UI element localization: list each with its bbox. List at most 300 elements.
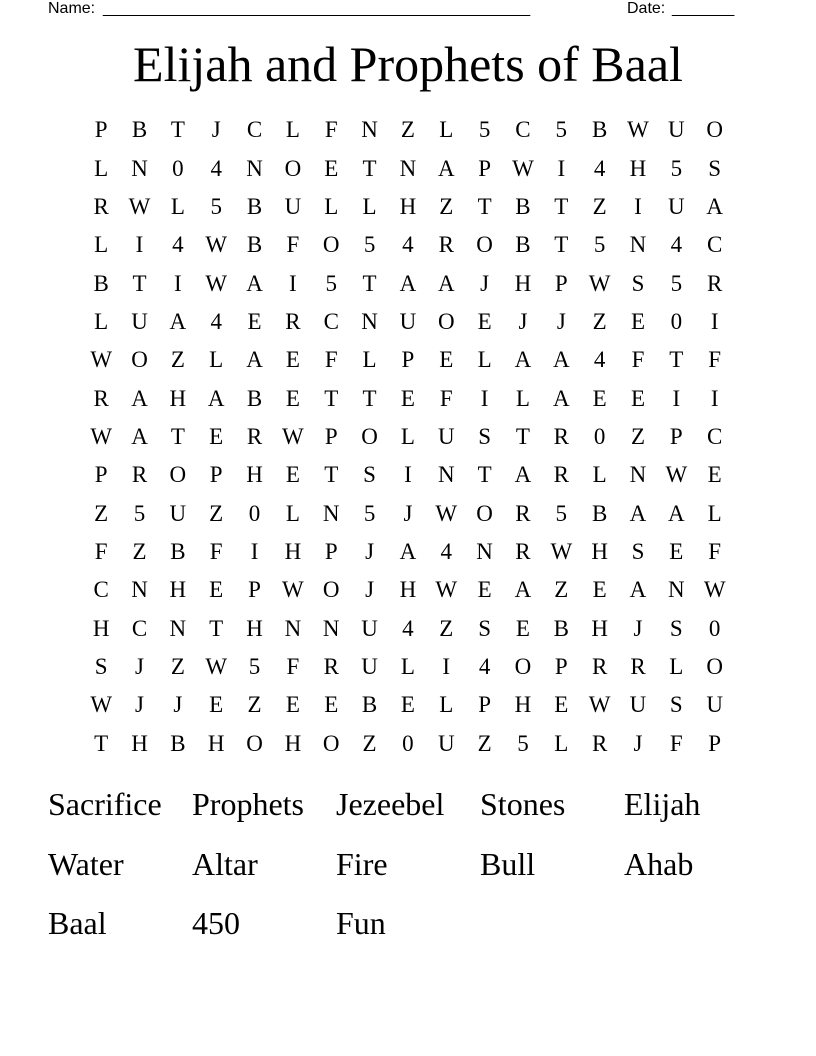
grid-cell[interactable]: L bbox=[285, 117, 300, 143]
grid-cell[interactable]: A bbox=[514, 347, 532, 373]
grid-cell[interactable]: 5 bbox=[555, 500, 568, 526]
grid-cell[interactable]: S bbox=[478, 423, 491, 449]
grid-cell[interactable]: A bbox=[629, 500, 647, 526]
grid-cell[interactable]: 5 bbox=[517, 730, 529, 756]
date-blank[interactable]: _______ bbox=[672, 0, 735, 17]
grid-cell[interactable]: P bbox=[324, 423, 338, 449]
grid-cell[interactable]: I bbox=[135, 232, 144, 258]
grid-cell[interactable]: A bbox=[514, 577, 532, 603]
grid-cell[interactable]: U bbox=[284, 193, 302, 219]
grid-cell[interactable]: N bbox=[322, 615, 340, 641]
grid-cell[interactable]: 0 bbox=[248, 500, 261, 526]
grid-cell[interactable]: H bbox=[246, 615, 263, 641]
grid-cell[interactable]: Z bbox=[94, 500, 109, 526]
grid-cell[interactable]: S bbox=[94, 653, 108, 679]
grid-cell[interactable]: F bbox=[94, 538, 108, 564]
grid-cell[interactable]: F bbox=[324, 117, 338, 143]
grid-cell[interactable]: O bbox=[322, 577, 340, 603]
grid-cell[interactable]: F bbox=[708, 347, 722, 373]
grid-cell[interactable]: H bbox=[399, 577, 417, 603]
grid-cell[interactable]: P bbox=[669, 423, 683, 449]
grid-cell[interactable]: O bbox=[361, 423, 378, 449]
grid-cell[interactable]: J bbox=[480, 270, 490, 296]
grid-cell[interactable]: P bbox=[554, 270, 568, 296]
grid-cell[interactable]: E bbox=[630, 308, 646, 334]
grid-cell[interactable]: P bbox=[478, 692, 491, 718]
grid-cell[interactable]: U bbox=[668, 193, 685, 219]
grid-cell[interactable]: E bbox=[630, 385, 646, 411]
grid-cell[interactable]: A bbox=[131, 423, 148, 449]
grid-cell[interactable]: F bbox=[286, 232, 300, 258]
grid-cell[interactable]: N bbox=[399, 155, 417, 181]
grid-cell[interactable]: J bbox=[365, 538, 375, 564]
grid-cell[interactable]: T bbox=[170, 117, 185, 143]
grid-cell[interactable]: R bbox=[707, 270, 723, 296]
grid-cell[interactable]: O bbox=[322, 730, 340, 756]
grid-cell[interactable]: W bbox=[282, 423, 304, 449]
grid-cell[interactable]: J bbox=[633, 615, 643, 641]
grid-cell[interactable]: T bbox=[324, 385, 339, 411]
grid-cell[interactable]: L bbox=[554, 730, 569, 756]
grid-cell[interactable]: Z bbox=[132, 538, 147, 564]
grid-cell[interactable]: H bbox=[284, 538, 302, 564]
grid-cell[interactable]: W bbox=[90, 692, 113, 718]
grid-cell[interactable]: T bbox=[477, 462, 492, 488]
grid-cell[interactable]: L bbox=[592, 462, 607, 488]
grid-cell[interactable]: R bbox=[93, 385, 109, 411]
grid-cell[interactable]: R bbox=[515, 500, 531, 526]
grid-cell[interactable]: O bbox=[246, 730, 263, 756]
grid-cell[interactable]: U bbox=[131, 308, 148, 334]
grid-cell[interactable]: I bbox=[250, 538, 259, 564]
grid-cell[interactable]: T bbox=[362, 385, 377, 411]
grid-cell[interactable]: T bbox=[515, 423, 530, 449]
grid-cell[interactable]: T bbox=[170, 423, 185, 449]
grid-cell[interactable]: A bbox=[246, 270, 263, 296]
grid-cell[interactable]: U bbox=[437, 423, 455, 449]
word-search-grid bbox=[82, 111, 734, 763]
grid-cell[interactable]: Z bbox=[439, 193, 454, 219]
grid-cell[interactable]: I bbox=[557, 155, 566, 181]
grid-cell[interactable]: R bbox=[591, 653, 608, 679]
grid-cell[interactable]: 4 bbox=[593, 155, 606, 181]
grid-cell[interactable]: R bbox=[515, 538, 531, 564]
grid-cell[interactable]: U bbox=[706, 692, 723, 718]
grid-cell[interactable]: R bbox=[438, 232, 454, 258]
grid-cell[interactable]: W bbox=[435, 577, 458, 603]
grid-cell[interactable]: J bbox=[135, 692, 144, 718]
grid-cell[interactable]: J bbox=[556, 308, 566, 334]
word-bank-item: Stones bbox=[480, 786, 566, 822]
grid-cell[interactable]: A bbox=[552, 347, 570, 373]
grid-cell[interactable]: H bbox=[514, 692, 532, 718]
grid-cell[interactable]: Z bbox=[592, 308, 607, 334]
grid-cell[interactable]: L bbox=[209, 347, 224, 373]
grid-cell[interactable]: N bbox=[322, 500, 340, 526]
grid-cell[interactable]: U bbox=[169, 500, 187, 526]
grid-cell[interactable]: O bbox=[284, 155, 302, 181]
grid-cell[interactable]: A bbox=[207, 385, 225, 411]
grid-cell[interactable]: T bbox=[362, 270, 377, 296]
grid-cell[interactable]: A bbox=[629, 577, 647, 603]
grid-cell[interactable]: L bbox=[439, 117, 454, 143]
grid-cell[interactable]: A bbox=[668, 500, 685, 526]
grid-cell[interactable]: E bbox=[592, 385, 607, 411]
grid-cell[interactable]: E bbox=[707, 462, 722, 488]
grid-cell[interactable]: T bbox=[94, 730, 109, 756]
grid-cell[interactable]: R bbox=[323, 653, 339, 679]
grid-cell[interactable]: L bbox=[400, 423, 415, 449]
grid-cell[interactable]: F bbox=[209, 538, 223, 564]
grid-cell[interactable]: 5 bbox=[248, 653, 261, 679]
grid-cell[interactable]: 0 bbox=[593, 423, 606, 449]
grid-cell[interactable]: 4 bbox=[440, 538, 453, 564]
grid-cell[interactable]: H bbox=[131, 730, 148, 756]
grid-cell[interactable]: L bbox=[362, 347, 377, 373]
name-label: Name: bbox=[48, 0, 96, 17]
grid-cell[interactable]: U bbox=[361, 653, 378, 679]
grid-cell[interactable]: E bbox=[592, 577, 607, 603]
grid-cell[interactable]: U bbox=[361, 615, 378, 641]
grid-cell[interactable]: C bbox=[93, 577, 109, 603]
grid-cell[interactable]: H bbox=[591, 538, 608, 564]
grid-cell[interactable]: H bbox=[92, 615, 110, 641]
grid-cell[interactable]: N bbox=[668, 577, 685, 603]
grid-cell[interactable]: I bbox=[710, 385, 719, 411]
grid-cell[interactable]: N bbox=[361, 117, 378, 143]
grid-cell[interactable]: R bbox=[553, 462, 569, 488]
grid-cell[interactable]: 0 bbox=[708, 615, 721, 641]
grid-cell[interactable]: F bbox=[439, 385, 453, 411]
grid-cell[interactable]: P bbox=[94, 117, 108, 143]
grid-cell[interactable]: U bbox=[399, 308, 417, 334]
grid-cell[interactable]: W bbox=[588, 270, 611, 296]
grid-cell[interactable]: O bbox=[706, 653, 723, 679]
grid-cell[interactable]: L bbox=[94, 155, 109, 181]
grid-cell[interactable]: O bbox=[706, 117, 723, 143]
grid-cell[interactable]: N bbox=[131, 577, 148, 603]
grid-cell[interactable]: S bbox=[669, 615, 683, 641]
grid-cell[interactable]: U bbox=[629, 692, 647, 718]
grid-cell[interactable]: E bbox=[400, 385, 415, 411]
grid-cell[interactable]: F bbox=[324, 347, 338, 373]
grid-cell[interactable]: T bbox=[362, 155, 377, 181]
grid-cell[interactable]: C bbox=[131, 615, 148, 641]
grid-cell[interactable]: S bbox=[669, 692, 683, 718]
grid-cell[interactable]: R bbox=[591, 730, 608, 756]
grid-cell[interactable]: I bbox=[710, 308, 719, 334]
grid-cell[interactable]: W bbox=[205, 270, 228, 296]
grid-cell[interactable]: N bbox=[437, 462, 455, 488]
grid-cell[interactable]: E bbox=[400, 692, 415, 718]
grid-cell[interactable]: L bbox=[400, 653, 415, 679]
grid-cell[interactable]: Z bbox=[247, 692, 262, 718]
grid-cell[interactable]: P bbox=[478, 155, 491, 181]
grid-cell[interactable]: E bbox=[477, 577, 492, 603]
grid-cell[interactable]: P bbox=[94, 462, 108, 488]
grid-cell[interactable]: R bbox=[246, 423, 263, 449]
grid-cell[interactable]: A bbox=[169, 308, 187, 334]
grid-cell[interactable]: A bbox=[246, 347, 263, 373]
grid-cell[interactable]: I bbox=[442, 653, 451, 679]
grid-cell[interactable]: T bbox=[554, 232, 569, 258]
grid-cell[interactable]: B bbox=[246, 193, 263, 219]
grid-cell[interactable]: H bbox=[284, 730, 302, 756]
grid-cell[interactable]: E bbox=[209, 423, 224, 449]
grid-cell[interactable]: 4 bbox=[670, 232, 683, 258]
grid-cell[interactable]: F bbox=[708, 538, 722, 564]
grid-cell[interactable]: E bbox=[285, 692, 300, 718]
grid-cell[interactable]: 5 bbox=[210, 193, 222, 219]
word-bank-item: 450 bbox=[192, 905, 240, 941]
grid-cell[interactable]: L bbox=[669, 653, 684, 679]
grid-cell[interactable]: L bbox=[707, 500, 722, 526]
grid-cell[interactable]: E bbox=[209, 577, 224, 603]
grid-cell[interactable]: Z bbox=[170, 653, 185, 679]
grid-cell[interactable]: W bbox=[205, 653, 228, 679]
grid-cell[interactable]: Z bbox=[439, 615, 454, 641]
grid-cell[interactable]: I bbox=[174, 270, 182, 296]
grid-cell[interactable]: J bbox=[211, 117, 221, 143]
word-bank-item: Jezeebel bbox=[336, 786, 445, 822]
grid-cell[interactable]: L bbox=[324, 193, 339, 219]
grid-cell[interactable]: H bbox=[169, 385, 187, 411]
grid-cell[interactable]: J bbox=[135, 653, 144, 679]
grid-cell[interactable]: 4 bbox=[402, 232, 414, 258]
grid-cell[interactable]: W bbox=[90, 423, 113, 449]
grid-cell[interactable]: W bbox=[588, 692, 611, 718]
grid-cell[interactable]: C bbox=[707, 423, 723, 449]
grid-cell[interactable]: W bbox=[550, 538, 573, 564]
grid-cell[interactable]: L bbox=[170, 193, 185, 219]
grid-cell[interactable]: A bbox=[437, 270, 455, 296]
grid-cell[interactable]: L bbox=[515, 385, 530, 411]
grid-cell[interactable]: R bbox=[131, 462, 148, 488]
grid-cell[interactable]: N bbox=[284, 615, 302, 641]
grid-cell[interactable]: A bbox=[399, 538, 417, 564]
grid-cell[interactable]: B bbox=[246, 232, 263, 258]
grid-cell[interactable]: S bbox=[478, 615, 491, 641]
grid-cell[interactable]: E bbox=[209, 692, 224, 718]
grid-cell[interactable]: 4 bbox=[210, 308, 222, 334]
grid-cell[interactable]: W bbox=[282, 577, 304, 603]
grid-cell[interactable]: Z bbox=[554, 577, 569, 603]
grid-cell[interactable]: E bbox=[285, 385, 300, 411]
grid-cell[interactable]: A bbox=[399, 270, 417, 296]
grid-cell[interactable]: 5 bbox=[670, 270, 683, 296]
grid-cell[interactable]: S bbox=[363, 462, 376, 488]
grid-cell[interactable]: W bbox=[205, 232, 228, 258]
grid-cell[interactable]: T bbox=[132, 270, 147, 296]
grid-cell[interactable]: J bbox=[403, 500, 413, 526]
grid-cell[interactable]: E bbox=[285, 462, 300, 488]
grid-cell[interactable]: W bbox=[90, 347, 113, 373]
grid-cell[interactable]: B bbox=[246, 385, 263, 411]
grid-cell[interactable]: B bbox=[591, 500, 608, 526]
grid-cell[interactable]: N bbox=[246, 155, 263, 181]
grid-cell[interactable]: W bbox=[627, 117, 649, 143]
grid-cell[interactable]: L bbox=[94, 308, 109, 334]
grid-cell[interactable]: O bbox=[131, 347, 148, 373]
grid-cell[interactable]: 5 bbox=[478, 117, 491, 143]
grid-cell[interactable]: 5 bbox=[363, 232, 376, 258]
grid-cell[interactable]: H bbox=[399, 193, 417, 219]
grid-cell[interactable]: 4 bbox=[402, 615, 414, 641]
grid-cell[interactable]: 4 bbox=[210, 155, 222, 181]
grid-cell[interactable]: 5 bbox=[555, 117, 568, 143]
grid-cell[interactable]: U bbox=[668, 117, 685, 143]
grid-cell[interactable]: H bbox=[514, 270, 532, 296]
grid-cell[interactable]: E bbox=[285, 347, 300, 373]
grid-cell[interactable]: 4 bbox=[478, 653, 491, 679]
grid-cell[interactable]: R bbox=[93, 193, 109, 219]
grid-cell[interactable]: 5 bbox=[325, 270, 337, 296]
grid-cell[interactable]: E bbox=[515, 615, 530, 641]
grid-cell[interactable]: O bbox=[322, 232, 340, 258]
grid-cell[interactable]: 5 bbox=[363, 500, 376, 526]
grid-cell[interactable]: 5 bbox=[133, 500, 146, 526]
page-title: Elijah and Prophets of Baal bbox=[133, 36, 683, 92]
grid-cell[interactable]: P bbox=[324, 538, 338, 564]
grid-cell[interactable]: P bbox=[401, 347, 415, 373]
grid-cell[interactable]: I bbox=[634, 193, 642, 219]
grid-cell[interactable]: E bbox=[477, 308, 492, 334]
grid-cell[interactable]: Z bbox=[209, 500, 224, 526]
grid-cell[interactable]: J bbox=[518, 308, 528, 334]
grid-cell[interactable]: C bbox=[515, 117, 531, 143]
grid-cell[interactable]: B bbox=[553, 615, 569, 641]
grid-cell[interactable]: H bbox=[169, 577, 187, 603]
word-bank-item: Prophets bbox=[192, 786, 304, 822]
grid-cell[interactable]: J bbox=[365, 577, 375, 603]
grid-cell[interactable]: S bbox=[631, 270, 645, 296]
grid-cell[interactable]: B bbox=[131, 117, 148, 143]
grid-cell[interactable]: A bbox=[514, 462, 532, 488]
grid-cell[interactable]: A bbox=[552, 385, 570, 411]
grid-cell[interactable]: O bbox=[169, 462, 187, 488]
grid-cell[interactable]: E bbox=[669, 538, 684, 564]
grid-cell[interactable]: 0 bbox=[402, 730, 414, 756]
grid-cell[interactable]: O bbox=[437, 308, 455, 334]
grid-cell[interactable]: J bbox=[633, 730, 643, 756]
grid-cell[interactable]: B bbox=[361, 692, 378, 718]
grid-cell[interactable]: Z bbox=[477, 730, 492, 756]
grid-cell[interactable]: C bbox=[707, 232, 723, 258]
grid-cell[interactable]: P bbox=[554, 653, 568, 679]
grid-cell[interactable]: R bbox=[630, 653, 646, 679]
grid-cell[interactable]: Z bbox=[400, 117, 415, 143]
grid-cell[interactable]: T bbox=[554, 193, 569, 219]
grid-cell[interactable]: I bbox=[289, 270, 297, 296]
grid-cell[interactable]: A bbox=[706, 193, 723, 219]
grid-cell[interactable]: U bbox=[437, 730, 455, 756]
grid-cell[interactable]: E bbox=[324, 692, 339, 718]
grid-cell[interactable]: I bbox=[672, 385, 681, 411]
grid-cell[interactable]: P bbox=[209, 462, 223, 488]
grid-cell[interactable]: L bbox=[285, 500, 300, 526]
grid-cell[interactable]: S bbox=[631, 538, 645, 564]
header bbox=[48, 0, 748, 20]
grid-cell[interactable]: W bbox=[703, 577, 726, 603]
grid-cell[interactable]: P bbox=[708, 730, 722, 756]
name-blank[interactable]: ________________________________________________ bbox=[103, 0, 531, 17]
grid-cell[interactable]: W bbox=[665, 462, 688, 488]
grid-cell[interactable]: N bbox=[629, 232, 647, 258]
grid-cell[interactable]: N bbox=[629, 462, 647, 488]
grid-cell[interactable]: Z bbox=[362, 730, 377, 756]
grid-cell[interactable]: W bbox=[435, 500, 458, 526]
grid-cell[interactable]: H bbox=[207, 730, 225, 756]
grid-cell[interactable]: 0 bbox=[670, 308, 683, 334]
grid-cell[interactable]: A bbox=[437, 155, 455, 181]
grid-cell[interactable]: B bbox=[515, 232, 531, 258]
grid-cell[interactable]: E bbox=[554, 692, 569, 718]
grid-cell[interactable]: 4 bbox=[172, 232, 184, 258]
grid-cell[interactable]: R bbox=[553, 423, 569, 449]
grid-cell[interactable]: B bbox=[170, 730, 186, 756]
grid-cell[interactable]: N bbox=[361, 308, 378, 334]
grid-cell[interactable]: T bbox=[324, 462, 339, 488]
grid-cell[interactable]: O bbox=[476, 500, 493, 526]
grid-cell[interactable]: H bbox=[246, 462, 263, 488]
grid-cell[interactable]: L bbox=[439, 692, 454, 718]
grid-cell[interactable]: T bbox=[477, 193, 492, 219]
grid-cell[interactable]: H bbox=[629, 155, 647, 181]
grid-cell[interactable]: I bbox=[404, 462, 412, 488]
grid-cell[interactable]: 5 bbox=[593, 232, 606, 258]
grid-cell[interactable]: 0 bbox=[172, 155, 184, 181]
grid-cell[interactable]: N bbox=[169, 615, 187, 641]
grid-cell[interactable]: P bbox=[248, 577, 261, 603]
grid-cell[interactable]: T bbox=[669, 347, 684, 373]
grid-cell[interactable]: C bbox=[323, 308, 339, 334]
grid-cell[interactable]: E bbox=[324, 155, 339, 181]
grid-cell[interactable]: R bbox=[285, 308, 301, 334]
grid-cell[interactable]: I bbox=[480, 385, 489, 411]
grid-cell[interactable]: L bbox=[477, 347, 492, 373]
grid-cell[interactable]: F bbox=[669, 730, 683, 756]
grid-cell[interactable]: L bbox=[362, 193, 377, 219]
grid-cell[interactable]: W bbox=[512, 155, 534, 181]
grid-cell[interactable]: O bbox=[476, 232, 493, 258]
grid-cell[interactable]: E bbox=[247, 308, 262, 334]
grid-cell[interactable]: H bbox=[591, 615, 608, 641]
grid-cell[interactable]: S bbox=[708, 155, 722, 181]
grid-cell[interactable]: N bbox=[131, 155, 148, 181]
grid-cell[interactable]: N bbox=[476, 538, 493, 564]
grid-cell[interactable]: B bbox=[591, 117, 608, 143]
grid-cell[interactable]: T bbox=[209, 615, 224, 641]
grid-cell[interactable]: O bbox=[514, 653, 532, 679]
grid-cell[interactable]: L bbox=[94, 232, 109, 258]
grid-cell[interactable]: W bbox=[128, 193, 151, 219]
grid-cell[interactable]: C bbox=[246, 117, 263, 143]
grid-cell[interactable]: B bbox=[170, 538, 186, 564]
grid-cell[interactable]: Z bbox=[170, 347, 185, 373]
grid-cell[interactable]: Z bbox=[630, 423, 646, 449]
grid-cell[interactable]: B bbox=[515, 193, 531, 219]
grid-cell[interactable]: A bbox=[131, 385, 148, 411]
grid-cell[interactable]: J bbox=[173, 692, 183, 718]
grid-cell[interactable]: 5 bbox=[670, 155, 683, 181]
grid-cell[interactable]: F bbox=[286, 653, 300, 679]
grid-cell[interactable]: B bbox=[93, 270, 109, 296]
grid-cell[interactable]: Z bbox=[592, 193, 607, 219]
grid-cell[interactable]: 4 bbox=[593, 347, 606, 373]
grid-cell[interactable]: E bbox=[439, 347, 454, 373]
word-bank-item: Fun bbox=[336, 905, 386, 941]
grid-cell[interactable]: F bbox=[631, 347, 645, 373]
